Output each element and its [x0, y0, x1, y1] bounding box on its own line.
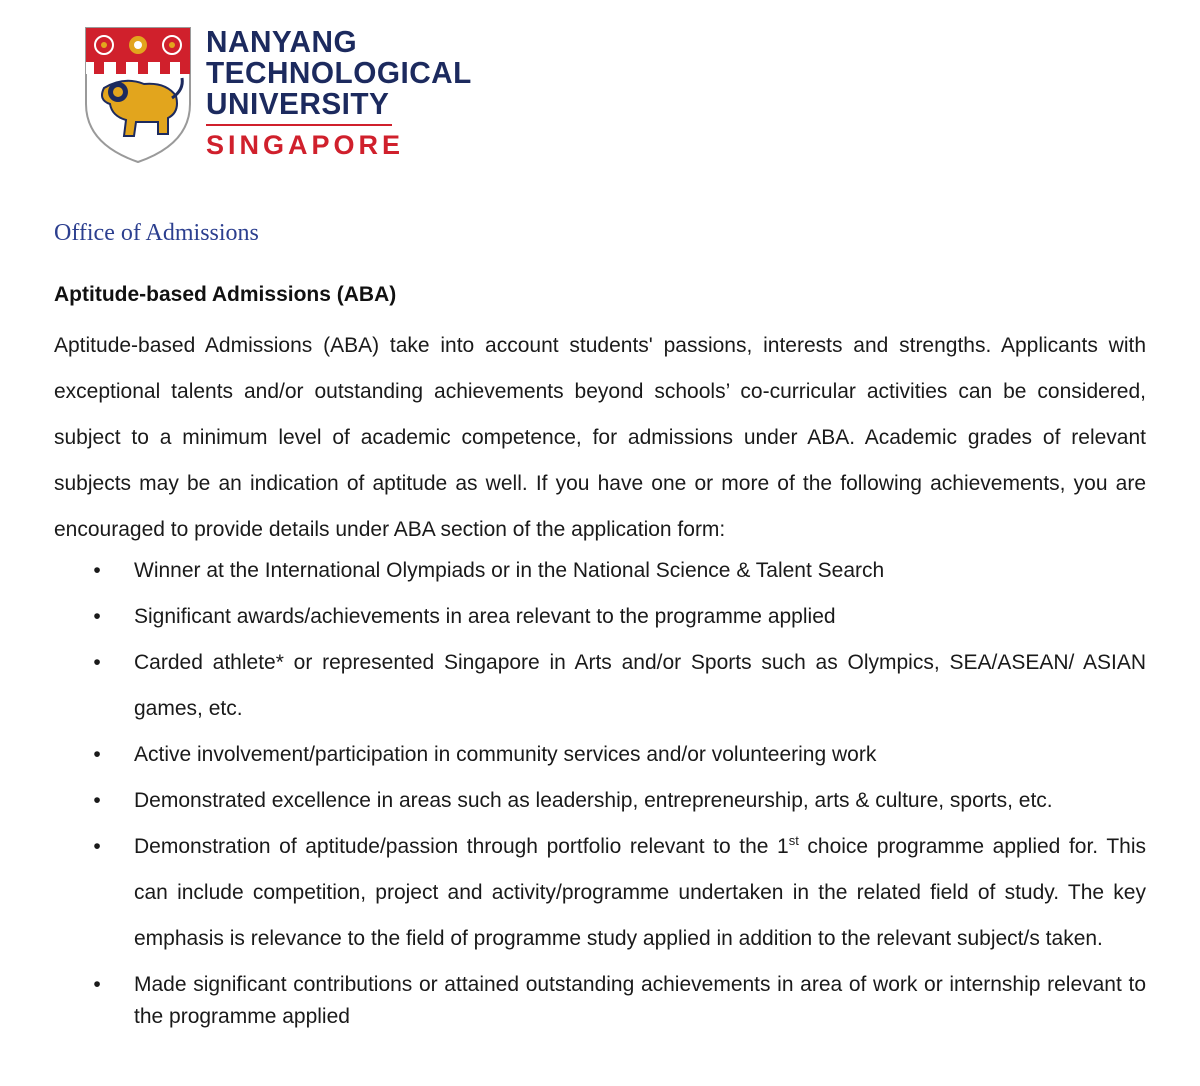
bullet-icon: •	[93, 605, 101, 628]
intro-paragraph: Aptitude-based Admissions (ABA) take into account students' passions, interests and strengths. Applicants with exceptional talents and/or outstanding achievements beyond schools’ co-curricular activities can be considered, subject to a minimum level of academic competence, for admissions under ABA. Academic grades of relevant subjects may be an indication of aptitude as well. If you have one or more of the following achievements, you are encouraged to provide details under ABA section of the application form:	[54, 334, 1146, 541]
list-item-text-before: Demonstration of aptitude/passion through portfolio relevant to the 1	[134, 835, 789, 858]
list-item-text: Made significant contributions or attained outstanding achievements in area of work or internship relevant to the programme applied	[134, 973, 1146, 1028]
logo-line-singapore: SINGAPORE	[206, 130, 405, 160]
list-item	[54, 732, 1146, 778]
bullet-icon: •	[93, 973, 101, 996]
bullet-icon: •	[93, 835, 101, 858]
list-item	[54, 824, 1146, 962]
list-item	[54, 778, 1146, 824]
ntu-crest-icon	[84, 26, 192, 164]
logo-line-nanyang: NANYANG	[206, 24, 358, 59]
list-item-text: Winner at the International Olympiads or in the National Science & Talent Search	[134, 559, 885, 582]
bullet-icon: •	[93, 651, 101, 674]
bullet-icon: •	[93, 559, 101, 582]
list-item-text: Carded athlete* or represented Singapore in Arts and/or Sports such as Olympics, SEA/ASEAN/ ASIAN games, etc.	[134, 651, 1146, 720]
logo-line-university: UNIVERSITY	[206, 86, 390, 121]
office-title: Office of Admissions	[54, 220, 259, 246]
bullet-icon: •	[93, 743, 101, 766]
list-item-text-after: choice programme applied for. This can include competition, project and activity/programme undertaken in the related field of study. The key emphasis is relevance to the field of programme study applied in addition to the relevant subject/s taken.	[134, 835, 1147, 950]
logo-divider	[206, 124, 392, 126]
list-item	[54, 594, 1146, 640]
list-item-text: Active involvement/participation in community services and/or volunteering work	[134, 743, 877, 766]
ntu-wordmark	[206, 26, 483, 160]
list-item	[54, 969, 1146, 1033]
list-item	[54, 548, 1146, 594]
list-item-text	[134, 835, 1146, 950]
list-item-text: Significant awards/achievements in area relevant to the programme applied	[134, 605, 836, 628]
bullet-icon: •	[93, 789, 101, 812]
achievement-list	[54, 548, 1146, 1033]
logo-line-technological: TECHNOLOGICAL	[206, 55, 472, 90]
ordinal-superscript: st	[788, 833, 799, 848]
list-item	[54, 640, 1146, 732]
list-item-text: Demonstrated excellence in areas such as leadership, entrepreneurship, arts & culture, sports, etc.	[134, 789, 1053, 812]
section-heading: Aptitude-based Admissions (ABA)	[54, 283, 397, 306]
ntu-logo	[84, 26, 484, 166]
